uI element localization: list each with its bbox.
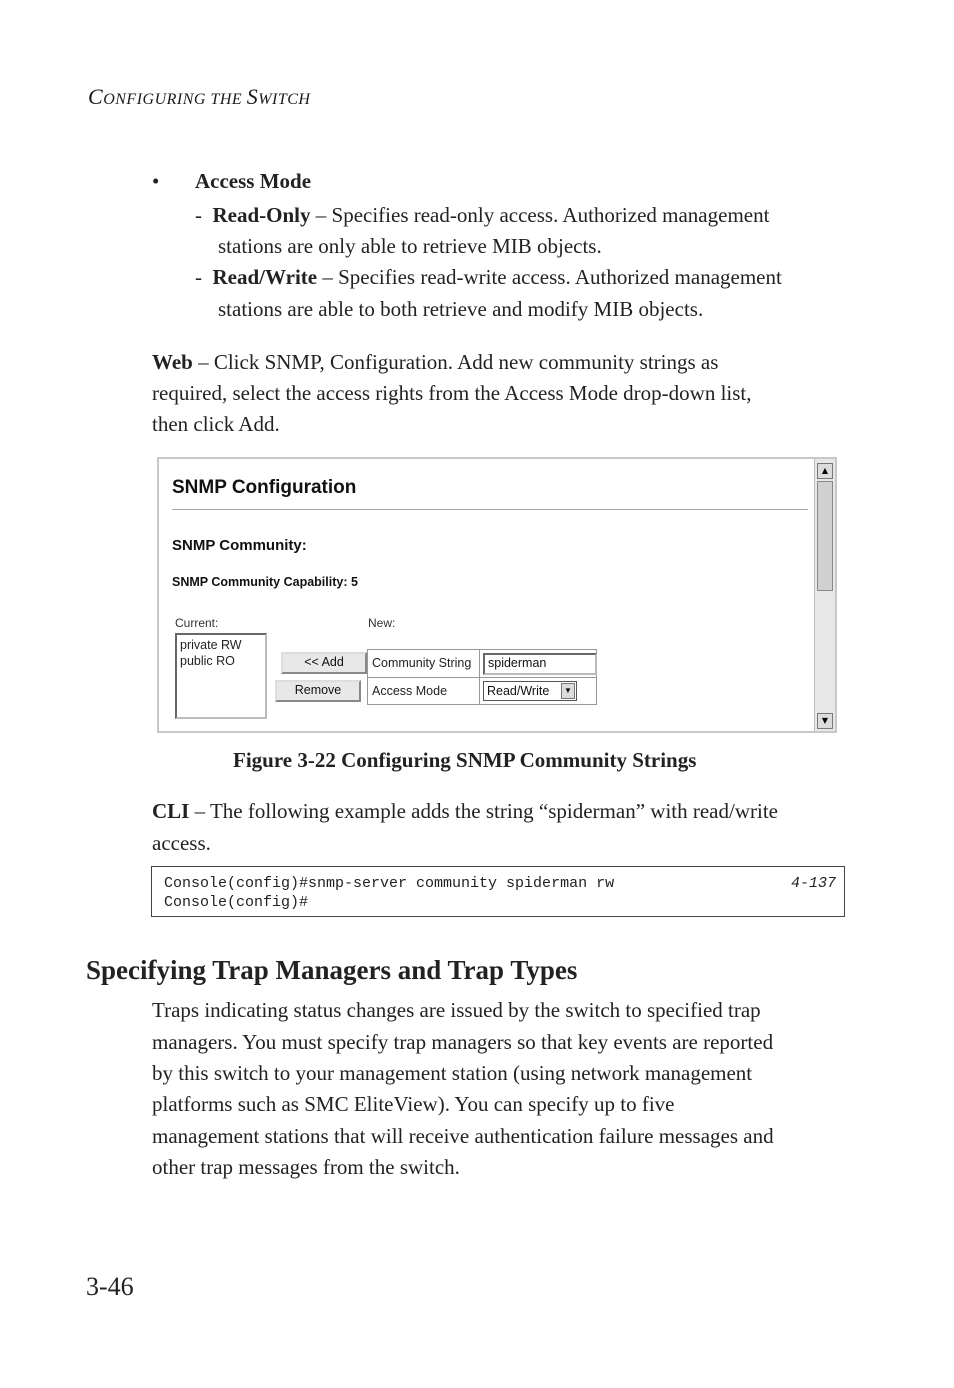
scroll-down-icon[interactable]: ▼: [817, 713, 833, 729]
access-mode-title: Access Mode: [195, 169, 312, 193]
code-line-2: Console(config)#: [164, 894, 309, 911]
access-mode-value: Read/Write: [487, 684, 550, 698]
add-button[interactable]: << Add: [281, 652, 367, 674]
chevron-down-icon[interactable]: ▼: [561, 683, 575, 699]
read-only-dash: -: [195, 203, 202, 227]
read-write-term: Read/Write: [212, 265, 318, 289]
trap-para-line: other trap messages from the switch.: [152, 1155, 460, 1179]
community-string-label: Community String: [372, 656, 472, 670]
read-write-line1: – Specifies read-write access. Authorized management: [317, 265, 782, 289]
running-head-r2: WITCH: [258, 91, 311, 108]
running-head-c1: C: [88, 84, 104, 109]
form-col-divider: [479, 650, 480, 704]
form-row-divider: [368, 677, 596, 678]
new-community-form: [367, 649, 597, 705]
community-string-input[interactable]: spiderman: [483, 653, 597, 675]
snmp-config-title: SNMP Configuration: [172, 477, 357, 498]
section-heading: Specifying Trap Managers and Trap Types: [86, 955, 578, 985]
trap-para-line: platforms such as SMC EliteView). You can specify up to five: [152, 1092, 675, 1116]
current-community-list[interactable]: [175, 633, 267, 719]
scroll-thumb[interactable]: [817, 481, 833, 591]
running-head: [88, 84, 310, 110]
web-para-line2: required, select the access rights from the Access Mode drop-down list,: [152, 381, 752, 405]
scroll-up-icon[interactable]: ▲: [817, 463, 833, 479]
remove-button[interactable]: Remove: [275, 680, 361, 702]
list-item[interactable]: public RO: [180, 654, 235, 668]
running-head-r1: ONFIGURING THE: [103, 91, 247, 108]
read-only-item: [195, 200, 769, 231]
read-write-dash: -: [195, 265, 202, 289]
read-only-line2: stations are only able to retrieve MIB objects.: [218, 234, 602, 258]
web-para-line3: then click Add.: [152, 412, 280, 436]
code-example: [151, 866, 845, 917]
current-label: Current:: [175, 616, 219, 630]
access-mode-label: Access Mode: [372, 684, 448, 698]
read-only-term: Read-Only: [212, 203, 311, 227]
cli-line1: – The following example adds the string “spiderman” with read/write: [189, 799, 778, 823]
figure-caption: Figure 3-22 Configuring SNMP Community Strings: [233, 748, 697, 772]
read-write-line2: stations are able to both retrieve and modify MIB objects.: [218, 297, 704, 321]
code-page-reference: 4-137: [790, 875, 836, 892]
title-divider: [172, 509, 808, 510]
vertical-scrollbar[interactable]: [814, 459, 835, 731]
list-item[interactable]: private RW: [180, 638, 242, 652]
read-only-line1: – Specifies read-only access. Authorized management: [310, 203, 770, 227]
page-number: 3-46: [86, 1272, 134, 1301]
code-line-1: Console(config)#snmp-server community spiderman rw: [164, 875, 615, 892]
cli-para-line1: [152, 796, 778, 827]
trap-para-line: by this switch to your management station (using network management: [152, 1061, 753, 1085]
web-line1: – Click SNMP, Configuration. Add new community strings as: [192, 350, 719, 374]
cli-para-line2: access.: [152, 831, 211, 855]
snmp-community-heading: SNMP Community:: [172, 537, 307, 554]
cli-term: CLI: [152, 799, 190, 823]
access-mode-select[interactable]: [483, 681, 577, 701]
trap-para-line: managers. You must specify trap managers so that key events are reported: [152, 1030, 774, 1054]
access-mode-bullet: •: [152, 169, 160, 193]
web-para-line1: [152, 347, 718, 378]
snmp-community-capability: SNMP Community Capability: 5: [172, 575, 358, 589]
trap-para-line: management stations that will receive authentication failure messages and: [152, 1124, 774, 1148]
running-head-c2: S: [246, 84, 259, 109]
snmp-config-figure: [157, 457, 837, 733]
web-term: Web: [152, 350, 193, 374]
read-write-item: [195, 262, 782, 293]
trap-para-line: Traps indicating status changes are issued by the switch to specified trap: [152, 998, 761, 1022]
new-label: New:: [368, 616, 396, 630]
